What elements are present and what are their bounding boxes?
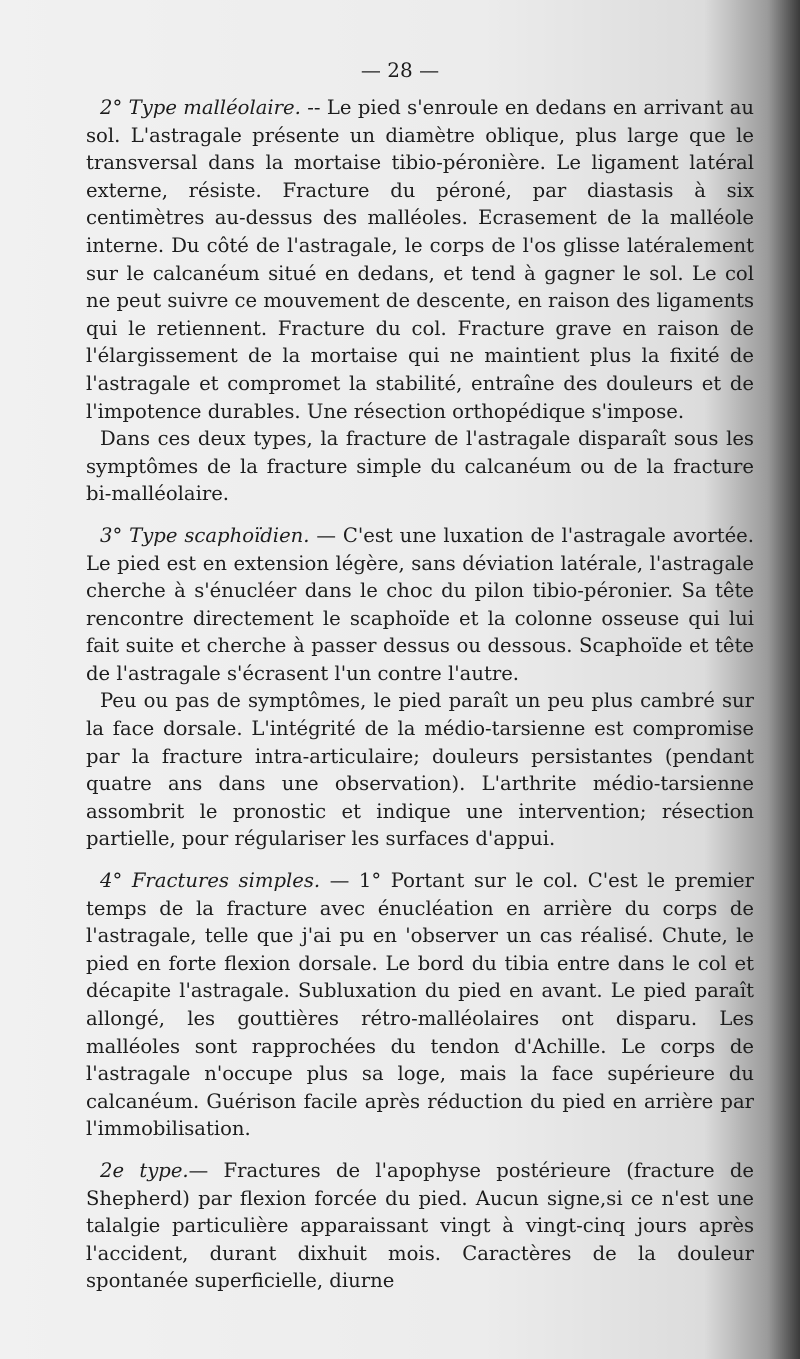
paragraph-type-malleolaire <box>86 94 754 425</box>
paragraph-text: — 1° Portant sur le col. C'est le premier temps de la fracture avec énucléation en arrière du corps de l'astragale, telle que j'ai pu en 'observer un cas réalisé. Chute, le pied en forte flexion dorsale. Le bord du tibia entre dans le col et décapite l'astragale. Subluxation du pied en avant. Le pied paraît allongé, les gouttières rétro-malléolaires ont disparu. Les malléoles sont rapprochées du tendon d'Achille. Le corps de l'astragale n'occupe plus sa loge, mais la face supérieure du calcanéum. Guérison facile après réduction du pied en arrière par l'immobilisation. <box>86 869 755 1141</box>
paragraph-text: -- Le pied s'enroule en dedans en arrivant au sol. L'astragale présente un diamètre oblique, plus large que le transversal dans la mortaise tibio-péronière. Le ligament latéral externe, résiste. Fracture du péroné, par diastasis à six centimètres au-dessus des malléoles. Ecrasement de la malléole interne. Du côté de l'astragale, le corps de l'os glisse latéralement sur le calcanéum situé en dedans, et tend à gagner le sol. Le col ne peut suivre ce mouvement de descente, en raison des ligaments qui le retiennent. Fracture du col. Fracture grave en raison de l'élargissement de la mortaise qui ne maintient plus la fixité de l'astragale et compromet la stabilité, entraîne des douleurs et de l'impotence durables. Une résection orthopédique s'impose. <box>86 96 754 423</box>
section-heading: 3° Type scaphoïdien. <box>100 523 310 547</box>
page-number: — 28 — <box>360 58 440 82</box>
paragraph-text: Dans ces deux types, la fracture de l'astragale disparaît sous les symptômes de la fracture simple du calcanéum ou de la fracture bi-malléolaire. <box>86 427 754 506</box>
paragraph-text: — Fractures de l'apophyse postérieure (fracture de Shepherd) par flexion forcée du pied. Aucun signe,si ce n'est une talalgie particulière apparaissant vingt à vingt-cinq jours après l'accident, durant dixhuit mois. Caractères de la douleur spontanée superficielle, diurne <box>86 1158 755 1293</box>
paragraph-second-type <box>86 1157 754 1295</box>
paragraph-text: Peu ou pas de symptômes, le pied paraît un peu plus cambré sur la face dorsale. L'intégrité de la médio-tarsienne est compromise par la fracture intra-articulaire; douleurs persistantes (pendant quatre ans dans une observation). L'arthrite médio-tarsienne assombrit le pronostic et indique une intervention; résection partielle, pour régulariser les surfaces d'appui. <box>86 689 754 851</box>
paragraph-symptomes <box>86 687 754 853</box>
section-heading: 2e type. <box>100 1158 189 1182</box>
paragraph-fractures-simples <box>86 867 754 1143</box>
paragraph-two-types <box>86 425 754 508</box>
paragraph-text: — C'est une luxation de l'astragale avortée. Le pied est en extension légère, sans déviation latérale, l'astragale cherche à s'énucléer dans le choc du pilon tibio-péronier. Sa tête rencontre directement le scaphoïde et la colonne osseuse qui lui fait suite et cherche à passer dessus ou dessous. Scaphoïde et tête de l'astragale s'écrasent l'un contre l'autre. <box>86 523 754 685</box>
section-heading: 2° Type malléolaire. <box>100 96 301 119</box>
section-heading: 4° Fractures simples. <box>100 869 321 893</box>
paragraph-type-scaphoidien <box>86 522 754 688</box>
body-text <box>86 94 754 1295</box>
